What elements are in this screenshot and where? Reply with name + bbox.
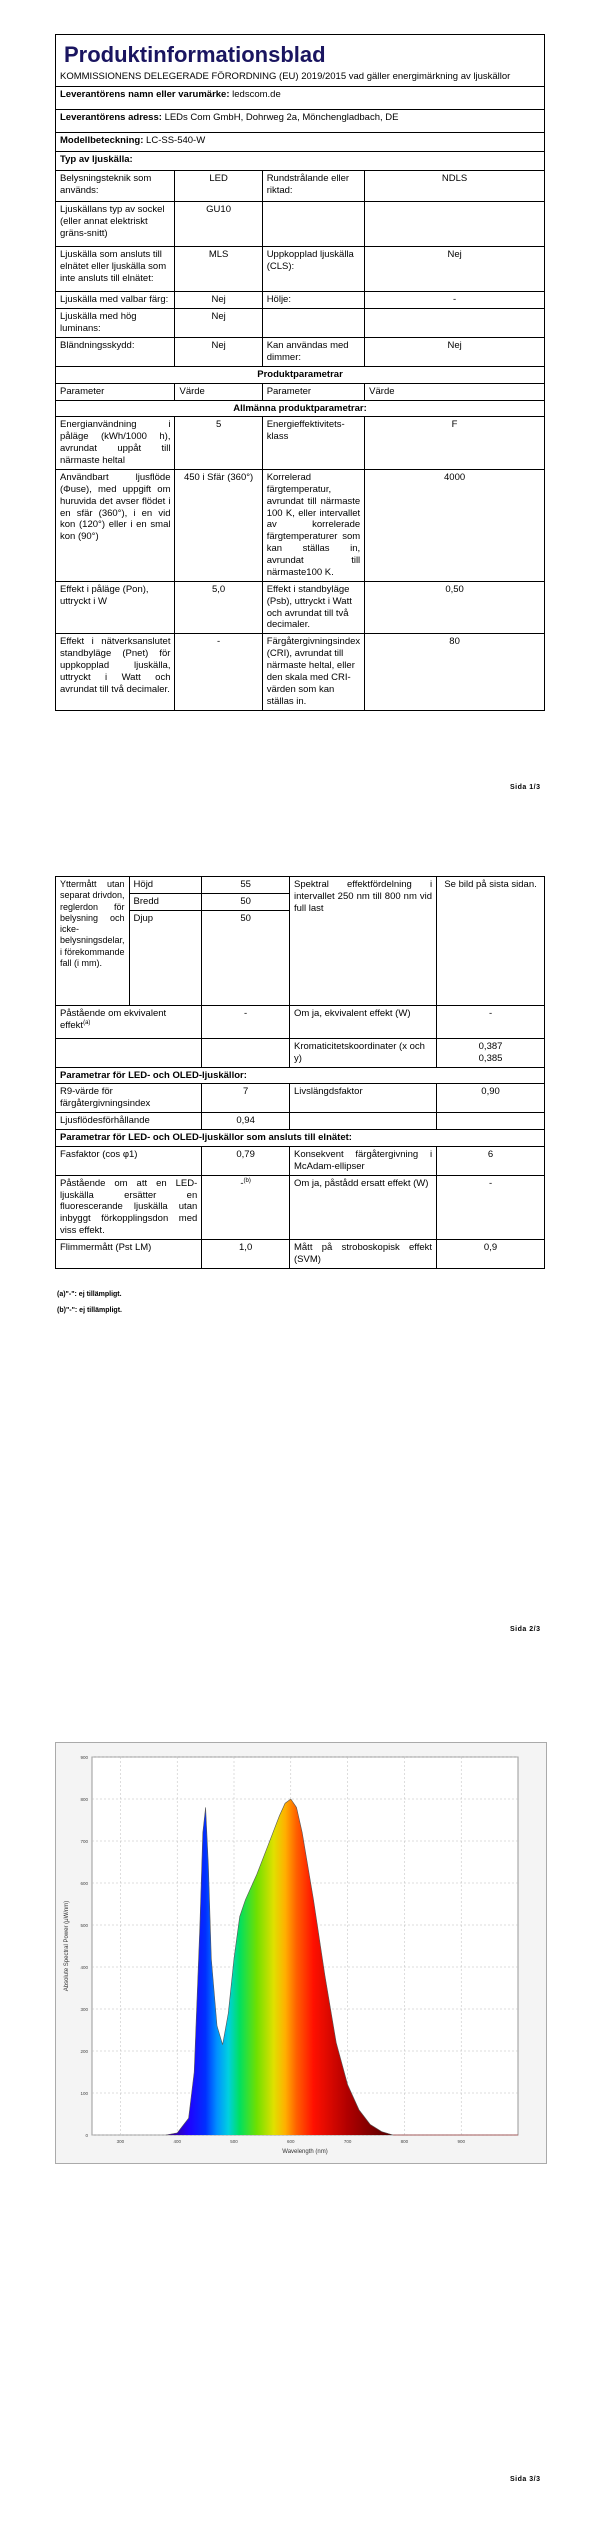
y-tick-label: 300 bbox=[80, 2007, 88, 2012]
highlum-label: Ljuskälla med hög luminans: bbox=[56, 309, 175, 338]
eec-label: Energieffektivitets-klass bbox=[262, 417, 364, 470]
mains-header: Parametrar för LED- och OLED-ljuskällor som ansluts till elnätet: bbox=[56, 1130, 545, 1147]
supplier-name-label: Leverantörens namn eller varumärke: bbox=[60, 89, 230, 101]
fluor-label: Påstående om att en LED-ljuskälla ersätter en fluorescerande ljuskälla utan inbyggt förkopplingsdon med viss effekt. bbox=[56, 1175, 202, 1239]
y-tick-label: 500 bbox=[80, 1923, 88, 1928]
chroma-label: Kromaticitetskoordinater (x och y) bbox=[289, 1038, 436, 1067]
y-tick-label: 0 bbox=[85, 2133, 88, 2138]
fluor-w-value: - bbox=[437, 1175, 545, 1239]
footnote-a: (a)"-": ej tillämpligt. bbox=[57, 1291, 122, 1298]
y-tick-label: 900 bbox=[80, 1755, 88, 1760]
x-tick-label: 900 bbox=[457, 2139, 465, 2144]
page-number-2: Sida 2/3 bbox=[510, 1626, 541, 1633]
svm-label: Mått på stroboskopisk effekt (SVM) bbox=[289, 1240, 436, 1269]
supplier-address-label: Leverantörens adress: bbox=[60, 112, 162, 124]
dimmable-label: Kan användas med dimmer: bbox=[262, 338, 364, 367]
envelope-value: - bbox=[365, 292, 545, 309]
r9-label: R9-värde för färgåtergivningsindex bbox=[56, 1084, 202, 1113]
maint-value: 0,94 bbox=[202, 1113, 290, 1130]
life-label: Livslängdsfaktor bbox=[289, 1084, 436, 1113]
chroma-values bbox=[437, 1038, 545, 1067]
x-tick-label: 700 bbox=[343, 2139, 352, 2144]
y-tick-label: 100 bbox=[80, 2091, 88, 2096]
energy-value: 5 bbox=[175, 417, 262, 470]
x-tick-label: 300 bbox=[116, 2139, 125, 2144]
x-tick-label: 500 bbox=[230, 2139, 238, 2144]
dims-label: Yttermått utan separat drivdon, reglerdon för belysning och icke-belysningsdelar, i förekommande fall (i mm). bbox=[56, 877, 130, 1006]
height-label: Höjd bbox=[129, 877, 202, 894]
col-param-1: Parameter bbox=[56, 383, 175, 400]
flux-value: 450 i Sfär (360°) bbox=[175, 469, 262, 581]
x-tick-label: 800 bbox=[400, 2139, 409, 2144]
ndls-value: NDLS bbox=[365, 171, 545, 202]
params-header: Produktparametrar bbox=[56, 366, 545, 383]
maint-label: Ljusflödesförhållande bbox=[56, 1113, 202, 1130]
flux-label: Användbart ljusflöde (Φuse), med uppgift om huruvida det avser flödet i en sfär (360°), i en vid kon (120°) eller i en smal kon (90°) bbox=[56, 469, 175, 581]
equiv-label-text: Påstående om ekvivalent effekt bbox=[60, 1007, 167, 1031]
r9-value: 7 bbox=[202, 1084, 290, 1113]
x-tick-label: 600 bbox=[287, 2139, 295, 2144]
pon-value: 5,0 bbox=[175, 581, 262, 634]
sdcm-value: 6 bbox=[437, 1146, 545, 1175]
svm-value: 0,9 bbox=[437, 1240, 545, 1269]
mains-value: MLS bbox=[175, 247, 262, 292]
pnet-label: Effekt i nätverksanslutet standbyläge (Pnet) för uppkopplad ljuskälla, uttryckt i Watt och avrundat till två decimaler. bbox=[56, 634, 175, 710]
tech-label: Belysningsteknik som används: bbox=[56, 171, 175, 202]
cls-value: Nej bbox=[365, 247, 545, 292]
psb-value: 0,50 bbox=[365, 581, 545, 634]
fluor-value-cell bbox=[202, 1175, 290, 1239]
pf-label: Fasfaktor (cos φ1) bbox=[56, 1146, 202, 1175]
height-value: 55 bbox=[202, 877, 290, 894]
width-label: Bredd bbox=[129, 893, 202, 910]
product-info-table-2 bbox=[55, 876, 545, 1269]
y-tick-label: 400 bbox=[80, 1965, 88, 1970]
sheet-title: Produktinformationsblad bbox=[64, 42, 326, 67]
supplier-name-value: ledscom.de bbox=[232, 89, 281, 101]
depth-value: 50 bbox=[202, 910, 290, 1005]
mains-label: Ljuskälla som ansluts till elnätet eller ljuskälla som inte ansluts till elnätet: bbox=[56, 247, 175, 292]
col-value-1: Värde bbox=[175, 383, 262, 400]
sdcm-label: Konsekvent färgåtergivning i McAdam-ellipser bbox=[289, 1146, 436, 1175]
tech-value: LED bbox=[175, 171, 262, 202]
envelope-label: Hölje: bbox=[262, 292, 364, 309]
fluor-value: - bbox=[240, 1177, 244, 1189]
width-value: 50 bbox=[202, 893, 290, 910]
page-number-3: Sida 3/3 bbox=[510, 2476, 541, 2483]
cct-label: Korrelerad färgtemperatur, avrundat till närmaste 100 K, eller intervallet av korrelerade färgtemperaturer som kan ställas in, avrundat till närmaste100 K. bbox=[262, 469, 364, 581]
type-header: Typ av ljuskälla: bbox=[56, 152, 545, 171]
spd-label: Spektral effektfördelning i intervallet 250 nm till 800 nm vid full last bbox=[289, 877, 436, 1006]
y-tick-label: 200 bbox=[80, 2049, 88, 2054]
spectrum-chart bbox=[55, 1742, 547, 2164]
antiglare-label: Bländningsskydd: bbox=[56, 338, 175, 367]
y-tick-label: 800 bbox=[80, 1797, 88, 1802]
model-label: Modellbeteckning: bbox=[60, 135, 144, 147]
cap-value: GU10 bbox=[175, 202, 262, 247]
cri-label: Färgåtergivningsindex (CRI), avrundat till närmaste heltal, eller den skala med CRI-värden som kan ställas in. bbox=[262, 634, 364, 710]
y-tick-label: 600 bbox=[80, 1881, 88, 1886]
y-axis-label: Absolute Spectral Power (μW/nm) bbox=[64, 1900, 70, 1992]
fluor-footnote-ref: (b) bbox=[243, 1177, 251, 1184]
life-value: 0,90 bbox=[437, 1084, 545, 1113]
flicker-label: Flimmermått (Pst LM) bbox=[56, 1240, 202, 1269]
chroma-x: 0,387 bbox=[478, 1040, 503, 1052]
regulation-subtitle: KOMMISSIONENS DELEGERADE FÖRORDNING (EU) 2019/2015 vad gäller energimärkning av ljuskällor bbox=[60, 70, 511, 82]
col-value-2: Värde bbox=[365, 383, 545, 400]
chroma-y: 0,385 bbox=[478, 1052, 503, 1064]
general-header: Allmänna produktparametrar: bbox=[56, 400, 545, 417]
page-number-1: Sida 1/3 bbox=[510, 784, 541, 791]
led-header: Parametrar för LED- och OLED-ljuskällor: bbox=[56, 1067, 545, 1084]
psb-label: Effekt i standbyläge (Psb), uttryckt i Watt och avrundat till två decimaler. bbox=[262, 581, 364, 634]
colour-label: Ljuskälla med valbar färg: bbox=[56, 292, 175, 309]
cri-value: 80 bbox=[365, 634, 545, 710]
equiv-w-value: - bbox=[437, 1005, 545, 1038]
spd-value: Se bild på sista sidan. bbox=[437, 877, 545, 1006]
spectrum-chart-svg bbox=[56, 1743, 546, 2163]
x-axis-label: Wavelength (nm) bbox=[282, 2149, 328, 2155]
x-tick-label: 400 bbox=[173, 2139, 181, 2144]
model-value: LC-SS-540-W bbox=[146, 135, 206, 147]
pnet-value: - bbox=[175, 634, 262, 710]
energy-label: Energianvändning i påläge (kWh/1000 h), avrundat uppåt till närmaste heltal bbox=[56, 417, 175, 470]
fluor-w-label: Om ja, påstådd ersatt effekt (W) bbox=[289, 1175, 436, 1239]
y-tick-label: 700 bbox=[80, 1839, 88, 1844]
ndls-label: Rundstrålande eller riktad: bbox=[262, 171, 364, 202]
supplier-address-value: LEDs Com GmbH, Dohrweg 2a, Mönchengladbach, DE bbox=[164, 112, 399, 124]
footnote-b: (b)"-": ej tillämpligt. bbox=[57, 1307, 122, 1314]
depth-label: Djup bbox=[129, 910, 202, 1005]
eec-value: F bbox=[365, 417, 545, 470]
pf-value: 0,79 bbox=[202, 1146, 290, 1175]
flicker-value: 1,0 bbox=[202, 1240, 290, 1269]
pon-label: Effekt i påläge (Pon), uttryckt i W bbox=[56, 581, 175, 634]
equiv-value: - bbox=[202, 1005, 290, 1038]
antiglare-value: Nej bbox=[175, 338, 262, 367]
cap-label: Ljuskällans typ av sockel (eller annat elektriskt gräns-snitt) bbox=[56, 202, 175, 247]
cct-value: 4000 bbox=[365, 469, 545, 581]
colour-value: Nej bbox=[175, 292, 262, 309]
col-param-2: Parameter bbox=[262, 383, 364, 400]
equiv-w-label: Om ja, ekvivalent effekt (W) bbox=[289, 1005, 436, 1038]
cls-label: Uppkopplad ljuskälla (CLS): bbox=[262, 247, 364, 292]
dimmable-value: Nej bbox=[365, 338, 545, 367]
equiv-footnote-ref: (a) bbox=[83, 1019, 91, 1026]
highlum-value: Nej bbox=[175, 309, 262, 338]
equiv-label bbox=[56, 1005, 202, 1038]
